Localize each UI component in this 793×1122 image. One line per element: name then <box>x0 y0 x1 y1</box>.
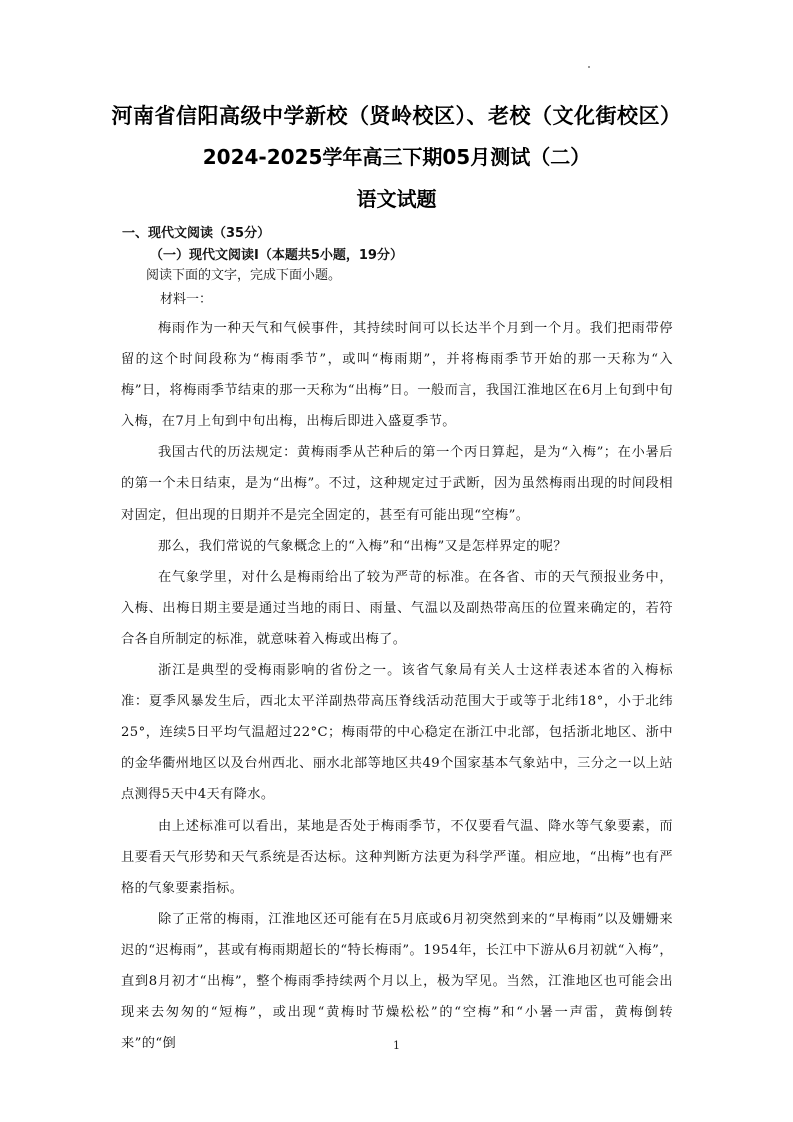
subsection-heading: （一）现代文阅读Ⅰ（本题共5小题，19分） <box>150 248 403 263</box>
reading-instruction: 阅读下面的文字，完成下面小题。 <box>146 268 342 283</box>
paragraph: 梅雨作为一种天气和气候事件，其持续时间可以长达半个月到一个月。我们把雨带停留的这个时间段称为“梅雨季节”，或叫“梅雨期”，并将梅雨季节开始的那一天称为“入梅”日，将梅雨季节结束的那一天称为“出梅”日。一般而言，我国江淮地区在6月上旬到中旬入梅，在7月上旬到中旬出梅，出梅后即进入盛夏季节。 <box>121 321 673 430</box>
paragraph: 我国古代的历法规定：黄梅雨季从芒种后的第一个丙日算起，是为“入梅”；在小暑后的第一个未日结束，是为“出梅”。不过，这种规定过于武断，因为虽然梅雨出现的时间段相对固定，但出现的日期并不是完全固定的，甚至有可能出现“空梅”。 <box>121 445 673 523</box>
scan-dot <box>588 66 590 68</box>
paragraph: 浙江是典型的受梅雨影响的省份之一。该省气象局有关人士这样表述本省的入梅标准：夏季风暴发生后，西北太平洋副热带高压脊线活动范围大于或等于北纬18°，小于北纬25°，连续5日平均气温超过22°C；梅雨带的中心稳定在浙江中北部，包括浙北地区、浙中的金华衢州地区以及台州西北、丽水北部等地区共49个国家基本气象站中，三分之一以上站点测得5天中4天有降水。 <box>121 663 673 803</box>
section-heading: 一、现代文阅读（35分） <box>122 226 271 241</box>
paragraph: 那么，我们常说的气象概念上的“入梅”和“出梅”又是怎样界定的呢？ <box>157 538 567 554</box>
paragraph: 除了正常的梅雨，江淮地区还可能有在5月底或6月初突然到来的“早梅雨”以及姗姗来迟的“迟梅雨”，甚或有梅雨期超长的“特长梅雨”。1954年，长江中下游从6月初就“入梅”，直到8月初才“出梅”，整个梅雨季持续两个月以上，极为罕见。当然，江淮地区也可能会出现来去匆匆的“短梅”，或出现“黄梅时节燥松松”的“空梅”和“小暑一声雷，黄梅倒转来”的“倒 <box>121 911 673 1052</box>
paragraph: 由上述标准可以看出，某地是否处于梅雨季节，不仅要看气温、降水等气象要素，而且要看天气形势和天气系统是否达标。这种判断方法更为科学严谨。相应地，“出梅”也有严格的气象要素指标。 <box>121 818 673 896</box>
paragraph: 在气象学里，对什么是梅雨给出了较为严苛的标准。在各省、市的天气预报业务中，入梅、出梅日期主要是通过当地的雨日、雨量、气温以及副热带高压的位置来确定的，若符合各自所制定的标准，就意味着入梅或出梅了。 <box>121 569 673 647</box>
material-label: 材料一： <box>160 292 213 307</box>
passage-body <box>121 313 673 1059</box>
title-school: 河南省信阳高级中学新校（贤岭校区）、老校（文化街校区） <box>111 104 682 128</box>
title-subject: 语文试题 <box>356 187 437 211</box>
page-number: 1 <box>393 1039 400 1052</box>
title-exam: 2024-2025学年高三下期05月测试（二） <box>202 145 591 169</box>
